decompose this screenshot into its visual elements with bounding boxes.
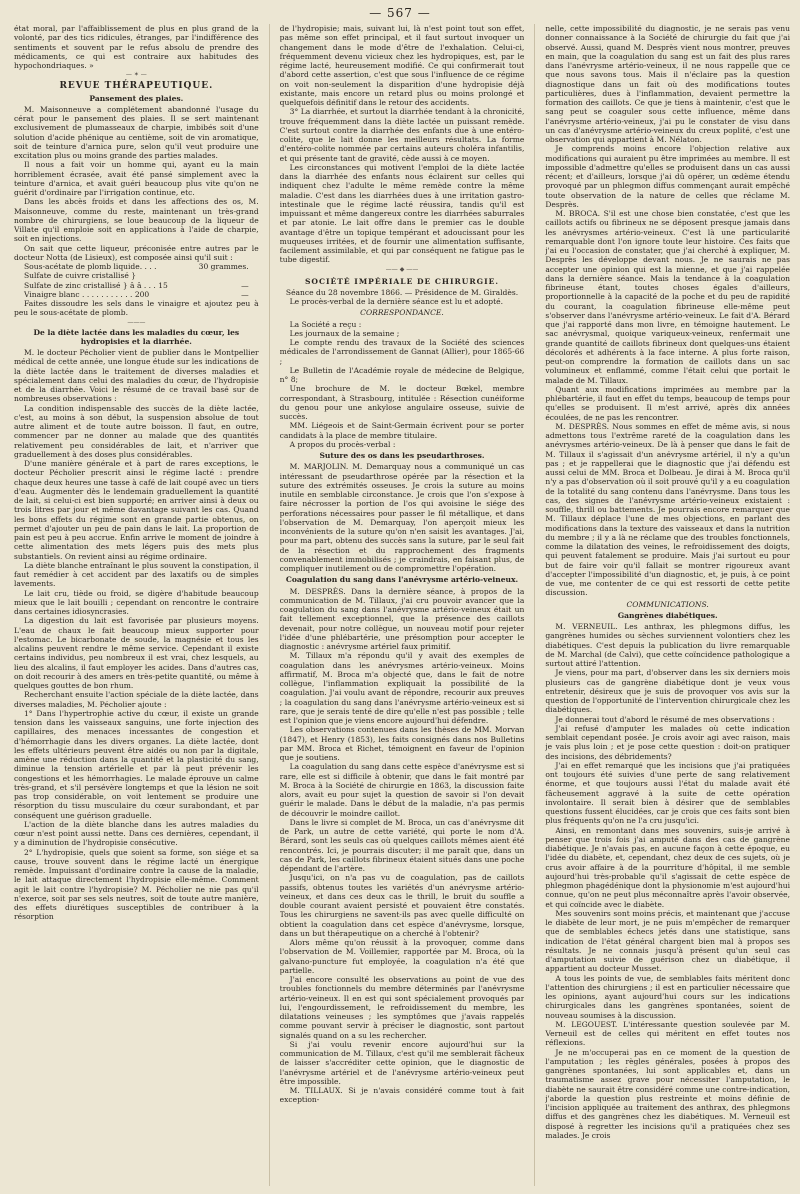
paragraph: La digestion du lait est favorisée par plusieurs moyens. L'eau de chaux le fait beaucoup mieux supporter pour l'estomac. Le bicarbonate de soude, la magnésie et tous les alcalins peuvent rendre le même service. Cependant il existe certains individus, peu nombreux il est vrai, chez lesquels, au lieu des alcalins, il faut employer les acides. Dans d'autres cas, on doit recourir à des amers en très-petite quantité, ou même à quelques gouttes de bon rhum.	[14, 616, 259, 690]
paragraph: Je donnerai tout d'abord le résumé de mes observations :	[555, 714, 775, 724]
column-3	[545, 24, 790, 1186]
paragraph: Les journaux de la semaine ;	[289, 328, 400, 338]
paragraph: Quant aux modifications imprimées au membre par la phlébartérie, il faut en effet du temps, beaucoup de temps pour qu'elles se produisent. Il m'est arrivé, après dix années écoulées, de ne pas les rencontrer.	[545, 384, 791, 422]
subsection-title: COMMUNICATIONS.	[626, 599, 709, 609]
paragraph: 3° La diarrhée, et surtout la diarrhée tendant à la chronicité, trouve fréquemment dans la diète lactée un puissant remède. C'est surtout contre la diarrhée des enfants due à une entéro-colite, que le lait donne les meilleurs résultats. La forme d'entéro-colite nommée par certains auteurs choléra infantilis, et qui présente tant de gravité, cède aussi à ce moyen.	[279, 107, 525, 163]
paragraph: M. Maisonneuve a complétement abandonné l'usage du cérat pour le pansement des plaies. Il se sert maintenant exclusivement de plumasseaux de charpie, imbibés soit d'une solution d'acide phénique au centième, soit de vin aromatique, soit de teinture d'arnica pure, selon qu'il veut produire une excitation plus ou moins grande des parties malades.	[14, 104, 259, 160]
recipe-row: Sulfate de cuivre cristallisé }	[24, 271, 137, 281]
paragraph: Alors même qu'on réussit à la provoquer, comme dans l'observation de M. Voillemier, rapportée par M. Broca, où la galvano-puncture fut employée, la coagulation n'a été que partielle.	[279, 938, 525, 975]
section-title: REVUE THÉRAPEUTIQUE.	[59, 81, 214, 92]
paragraph: 2° L'hydropisie, quels que soient sa forme, son siége et sa cause, trouve souvent dans le régime lacté un énergique remède. Impuissant d'ordinaire contre la cause de la maladie, le lait attaque directement l'hydropisie elle-même. Comment agit le lait contre l'hydropisie? M. Pécholier ne nie pas qu'il n'exerce, soit par ses sels neutres, soit de toute autre manière, des effets diurétiques susceptibles de contribuer à la résorption	[14, 847, 259, 922]
paragraph: La Société a reçu :	[289, 319, 362, 329]
paragraph: Faites dissoudre les sels dans le vinaigre et ajoutez peu à peu le sous-acétate de plomb.	[14, 299, 259, 318]
paragraph: M. DESPRÈS. Dans la dernière séance, à propos de la communication de M. Tillaux, j'ai cru pouvoir avancer que la coagulation du sang dans l'anévrysme artério-veineux était un fait tellement exceptionnel, que la présence des caillots devenait, pour notre collègue, un nouveau motif pour rejeter l'idée d'une phlébartérie, une présomption pour accepter le diagnostic : anévrysme artériel faux primitif.	[279, 586, 525, 651]
subsection-title: Pansement des plaies.	[89, 93, 184, 103]
paragraph: Mes souvenirs sont moins précis, et maintenant que j'accuse le diabète de leur mort, je ne puis m'empêcher de remarquer que de semblables échecs jetés dans une statistique, sans indication de l'état général chargent bien mal à propos ses résultats. Je ne connais jusqu'à présent qu'un seul cas d'amputation suivie de guérison chez un diabétique, il appartient au docteur Musset.	[545, 908, 791, 974]
paragraph: Ainsi, en remontant dans mes souvenirs, suis-je arrivé à penser que trois fois j'ai amputé dans des cas de gangrène diabétique. Je n'avais pas, en aucune façon à cette époque, eu l'idée du diabète, et, cependant, chez deux de ces sujets, où je crus avoir affaire à de la pourriture d'hôpital, il me semble aujourd'hui très-probable qu'il s'agissait de cette espèce de phlegmon phagédénique dont la physionomie m'est aujourd'hui connue, qu'on ne peut plus méconnaître après l'avoir observée, et qui coïncide avec le diabète.	[545, 825, 791, 909]
paragraph: M. LEGOUEST. L'intéressante question soulevée par M. Verneuil est de celles qui méritent en effet toutes nos réflexions.	[545, 1019, 791, 1048]
paragraph: D'une manière générale et à part de rares exceptions, le docteur Pécholier prescrit ainsi le régime lacté : prendre chaque deux heures une tasse à café de lait coupé avec un tiers d'eau. Augmenter dès le lendemain graduellement la quantité de lait, si celui-ci est bien supporté; en arriver ainsi à deux ou trois litres par jour et même davantage suivant les cas. Quand les bons effets du régime sont en grande partie obtenus, on permet d'ajouter un peu de pain dans le lait. La proportion de pain est peu à peu accrue. Enfin arrive le moment de joindre à cette alimentation des mets légers puis des mets plus substantiels. On revient ainsi au régime ordinaire.	[14, 459, 259, 561]
paragraph: Dans le livre si complet de M. Broca, un cas d'anévrysme dit de Park, un autre de cette variété, qui porte le nom d'A. Bérard, sont les seuls cas où quelques caillots mêmes aient été rencontrés. Ici, je pourrais discuter; il me paraît que, dans un cas de Park, les caillots fibrineux étaient situés dans une poche dépendant de l'artère.	[279, 817, 525, 873]
paragraph: Le procès-verbal de la dernière séance est lu et adopté.	[289, 297, 503, 306]
divider: ———	[127, 318, 146, 326]
paragraph: La condition indispensable des succès de la diète lactée, c'est, au moins à son début, la suspension absolue de tout autre aliment et de toute autre boisson. Il faut, en outre, commencer par ne donner au malade que des quantités relativement peu considérables de lait, et n'arriver que graduellement à des doses plus considérables.	[14, 403, 259, 459]
subsection-title: CORRESPONDANCE.	[360, 308, 444, 318]
session-line: Séance du 28 novembre 1866. — Présidence de M. Giraldès.	[285, 287, 519, 297]
paragraph: Je viens, pour ma part, d'observer dans les six derniers mois plusieurs cas de gangrène diabétique dont je veux vous entretenir, désireux que je suis de provoquer vos avis sur la question de l'opportunité de l'intervention chirurgicale chez les diabétiques.	[545, 668, 791, 715]
column-1	[14, 24, 259, 1186]
paragraph: Je ne m'occuperai pas en ce moment de la question de l'amputation ; les règles générales, posées à propos des gangrènes spontanées, lui sont applicables et, dans un traumatisme assez grave pour nécessiter l'amputation, le diabète ne saurait être considéré comme une contre-indication, j'aborde la question plus restreinte et moins définie de l'incision appliquée au traitement des anthrax, des phlegmons diffus et des gangrènes chez les diabétiques. M. Verneuil est disposé à regretter les incisions qu'il a pratiquées chez ses malades. Je crois	[545, 1047, 791, 1140]
paragraph: M. le docteur Pécholier vient de publier dans le Montpellier médical de cette année, une longue étude sur les indications de la diète lactée dans le traitement de diverses maladies et spécialement dans celui des maladies du cœur, de l'hydropisie et de la diarrhée. Voici le résumé de ce travail basé sur de nombreuses observations :	[14, 348, 259, 404]
society-title: SOCIÉTÉ IMPÉRIALE DE CHIRURGIE.	[304, 276, 500, 286]
paragraph: Le Bulletin de l'Académie royale de médecine de Belgique, n° 8;	[279, 365, 525, 384]
paragraph: Le compte rendu des travaux de la Société des sciences médicales de l'arrondissement de Gannat (Allier), pour 1865-66 ;	[279, 338, 525, 366]
recipe-row: Vinaigre blanc . . . . . . . . . . . 200 —	[24, 289, 249, 299]
paragraph: Je comprends moins encore l'objection relative aux modifications qui auraient pu être imprimées au membre. Il est impossible d'admettre qu'elles se produisent dans un cas aussi récent; et d'ailleurs, lorsque j'ai dû opérer, un œdème étendu provoqué par un phlegmon diffus commençant aurait empêché toute observation de la nature de celles que réclame M. Desprès.	[545, 144, 791, 209]
paragraph: A tous les points de vue, de semblables faits méritent donc l'attention des chirurgiens ; il est en particulier nécessaire que les opinions, ayant aujourd'hui cours sur les indications chirurgicales dans les gangrènes spontanées, soient de nouveau soumises à la discussion.	[545, 973, 791, 1020]
column-rule	[534, 24, 535, 1186]
paragraph: nelle, cette impossibilité du diagnostic, je ne serais pas venu donner connaissance à la Société de chirurgie du fait que j'ai observé. Aussi, quand M. Desprès vient nous montrer, preuves en main, que la coagulation du sang est un fait des plus rares dans l'anévrysme artério-veineux, il ne nous rappelle que ce que nous savons tous. Mais il n'éclaire pas la question diagnostique dans un fait où des modifications toutes particulières, dues à l'inflammation, devaient permettre la formation des caillots. Ce que je tiens à maintenir, c'est que le sang peut se coaguler sous cette influence, même dans l'anévrysme artério-veineux, j'ai pu le constater de visu dans un cas d'anévrysme artério-veineux du creux poplité, c'est une observation qui appartient à M. Nélaton.	[545, 24, 791, 144]
paragraph: On sait que cette liqueur, préconisée entre autres par le docteur Notta (de Lisieux), est composée ainsi qu'il suit :	[14, 243, 259, 262]
recipe-row: Sulfate de zinc cristallisé } â â . . . 15 —	[24, 280, 249, 290]
text-columns	[14, 24, 790, 1186]
paragraph: La coagulation du sang dans cette espèce d'anévrysme est si rare, elle est si difficile à obtenir, que dans le fait montré par M. Broca à la Société de chirurgie en 1863, la discussion faite alors, avait eu pour sujet la question de savoir si l'on devait guérir le malade. Dans le début de la maladie, n'a pas permis de découvrir le moindre caillot.	[279, 762, 525, 818]
subsection-title: De la diète lactée dans les maladies du cœur, les hydropisies et la diarrhée.	[33, 327, 240, 346]
divider: — ✶ —	[125, 71, 147, 79]
paragraph: M. BROCA. S'il est une chose bien constatée, c'est que les caillots actifs ou fibrineux ne se déposent presque jamais dans les anévrysmes artério-veineux. C'est là une particularité remarquable dont l'on ignore toute leur histoire. Ces faits que j'ai eu l'occasion de constater, que j'ai cherché à expliquer, M. Desprès les développe devant nous. Je ne saurais ne pas accepter une opinion qui est la mienne, et que j'ai rappelée dans la dernière séance. Mais la tendance à la coagulation fibrineuse étant, toutes choses égales d'ailleurs, proportionnelle à la capacité de la poche et du peu de rapidité du courant, la coagulation fibrineuse elle-même peut s'observer dans l'anévrysme artério-veineux. Le fait d'A. Bérard que j'ai rapporté dans mon livre, en témoigne hautement. Le sac anévrysmal, quoique variqueux-veineux, renfermait une grande quantité de caillots fibrineux dont quelques-uns étaient décolorés et adhérents à la face interne. A plus forte raison, peut-on comprendre la formation de caillots dans un sac volumineux et enflammé, comme l'était celui que portait le malade de M. Tillaux.	[545, 209, 791, 385]
paragraph: J'ai en effet remarqué que les incisions que j'ai pratiquées ont toujours été suivies d'une perte de sang relativement énorme, et que toujours aussi l'état du malade avait été fâcheusement aggravé à la suite de cette opération involontaire. Il serait bien à désirer que de semblables questions fussent élucidées, car je crois que ces faits sont bien plus fréquents qu'on ne l'a cru jusqu'ici.	[545, 760, 791, 826]
paragraph: MM. Liégeois et de Saint-Germain écrivent pour se porter candidats à la place de membre titulaire.	[279, 421, 525, 440]
intro-paragraph: état moral, par l'affaiblissement de plus en plus grand de la volonté, par des tics ridicules, étranges, par l'indifférence des sentiments et souvent par le refus absolu de prendre des médicaments, ce qui est contraire aux habitudes des hypochondriaques. »	[14, 24, 259, 70]
paragraph: Le lait cru, tiède ou froid, se digère d'habitude beaucoup mieux que le lait bouilli ; cependant on rencontre le contraire dans certaines idiosyncrasies.	[14, 588, 259, 616]
paragraph: La diète blanche entraînant le plus souvent la constipation, il faut remédier à cet accident par des laxatifs ou de simples lavements.	[14, 560, 259, 589]
column-2	[280, 24, 525, 1186]
paragraph: Si j'ai voulu revenir encore aujourd'hui sur la communication de M. Tillaux, c'est qu'il me semblerait fâcheux de laisser s'accréditer cette opinion, que le diagnostic de l'anévrysme artériel et de l'anévrysme artério-veineux peut être impossible.	[279, 1039, 525, 1086]
paragraph: M. MARJOLIN. M. Demarquay nous a communiqué un cas intéressant de pseudarthrose opérée par la résection et la suture des extrémités osseuses. Je crois la suture au moins inutile en semblable circonstance. Je crois que l'on s'expose à faire nécrosser la portion de l'os qui avoisine le siége des perforations nécessaires pour passer le fil métallique, et dans l'observation de M. Demarquay, l'on aperçoit mieux les inconvénients de la suture qu'on n'en saisit les avantages. J'ai, pour ma part, obtenu des succès sans la suture, par le seul fait de la résection et du rapprochement des fragments convenablement immobilisés ; je craindrais, en faisant plus, de compliquer inutilement ou de compromettre l'opération.	[279, 462, 525, 573]
recipe-row: Sous-acétate de plomb liquide. . . . 30 grammes.	[24, 262, 249, 271]
paragraph: 1° Dans l'hypertrophie active du cœur, il existe un grande tension dans les vaisseaux sanguins, une forte injection des capillaires, des menaces incessantes de congestion et d'hémorrhagie dans les divers organes. La diète lactée, dont les effets ultérieurs peuvent être aidés ou non par la digitale, amène une réduction dans la quantité et la plasticité du sang, diminue la tension artérielle et par là peut prévenir les congestions et les hémorrhagies. Le malade éprouve un calme très-grand, et s'il persévère longtemps et que la lésion ne soit pas trop considérable, on voit lentement se produire une résorption du tissu musculaire du cœur surabondant, et par conséquent une guérison graduelle.	[14, 708, 259, 820]
paragraph: M. Tillaux m'a répondu qu'il y avait des exemples de coagulation dans les anévrysmes artério-veineux. Moins affirmatif, M. Broca m'a objecté que, dans le fait de notre collègue, l'inflammation expliquait la possibilité de la coagulation. J'ai voulu avant de répondre, recourir aux preuves ; la coagulation du sang dans l'anévrysme artério-veineux est si rare, que je serais tenté de dire qu'elle n'est pas possible ; telle est l'opinion que je viens encore aujourd'hui défendre.	[279, 651, 525, 725]
paragraph: Une brochure de M. le docteur Bœkel, membre correspondant, à Strasbourg, intitulée : Résection cunéiforme du genou pour une ankylose angulaire osseuse, suivie de succès.	[279, 384, 525, 421]
paragraph: A propos du procès-verbal :	[289, 439, 396, 449]
paragraph: M. DESPRÈS. Nous sommes en effet de même avis, si nous admettons tous l'extrême rareté de la coagulation dans les anévrysmes artério-veineux. De là à penser que dans le fait de M. Tillaux il s'agissait d'un anévrysme artériel, il n'y a qu'un pas ; et je rappellerai que le diagnostic que j'ai défendu est aussi celui de MM. Broca et Dolbeau. Je dirai à M. Broca qu'il n'y a pas d'observation où il soit prouvé qu'il y a eu coagulation de la totalité du sang contenu dans l'anévrysme. Dans tous les cas, des signes de l'anévrysme artério-veineux existaient : souffle, thrill ou battements. Je pourrais encore remarquer que M. Tillaux déplace l'une de mes objections, en parlant des modifications dans la texture des vaisseaux et dans la nutrition du membre ; il y a là ne réclame que des troubles fonctionnels, comme la dilatation des veines, le refroidissement des doigts, qui peuvent fatalement se produire. Mais j'ai surtout eu pour but de faire voir qu'il fallait se montrer rigoureux avant d'accepter l'impossibilité d'un diagnostic, et, je puis, à ce point de vue, me contenter de ce qui est ressorti de cette petite discussion.	[545, 421, 791, 598]
subsection-title: Coagulation du sang dans l'anévrysme artério-veineux.	[285, 575, 519, 585]
paragraph: Dans les abcès froids et dans les affections des os, M. Maisonneuve, comme du reste, maintenant un très-grand nombre de chirurgiens, se loue beaucoup de la liqueur de Villate qu'il emploie soit en applications à l'aide de charpie, soit en injections.	[14, 197, 259, 244]
paragraph: Jusqu'ici, on n'a pas vu de coagulation, pas de caillots passifs, obtenus toutes les variétés d'un anévrysme artério-veineux, et dans ces deux cas le thrill, le bruit du souffle a double courant avaient persisté et pouvaient être constatés. Tous les chirurgiens ne savent-ils pas avec quelle difficulté on obtient la coagulation dans cet espèce d'anévrysme, lorsque, dans un but thérapeutique on a cherché à l'obtenir?	[279, 873, 525, 938]
paragraph: de l'hydropisie; mais, suivant lui, là n'est point tout son effet, pas même son effet principal, et il faut surtout invoquer un changement dans le mode d'être de l'exhalation. Celui-ci, fréquemment devenu vicieux chez les hydropiques, est, par le régime lacté, heureusement modifié. Ce qui confirmerait tout d'abord cette assertion, c'est que sous l'influence de ce régime on voit non-seulement la disparition d'une hydropisie déjà existante, mais encore un retard plus ou moins prolongé et quelquefois définitif dans le retour des accidents.	[279, 24, 525, 107]
page-number: — 567 —	[369, 6, 431, 20]
paragraph: Les circonstances qui motivent l'emploi de la diète lactée dans la diarrhée des enfants nous éclairent sur celles qui indiquent chez l'adulte le même remède contre la même maladie. C'est dans les diarrhées dues à une irritation gastro-intestinale que le régime lacté réussira, tandis qu'il est impuissant et même dangereux contre les diarrhées saburrales et par atonie. Le lait offre dans le premier cas le double avantage d'être un topique tempérant et adoucissant pour les muqueuses irritées, et de fournir une alimentation suffisante, facilement assimilable, et qui par conséquent ne fatigue pas le tube digestif.	[279, 162, 525, 265]
column-rule	[269, 24, 270, 1186]
paragraph: Les observations contenues dans les thèses de MM. Morvan (1847), et Henry (1853), les faits consignés dans nos Bulletins par MM. Broca et Richet, témoignent en faveur de l'opinion que je soutiens.	[279, 725, 525, 762]
subsection-title: Suture des os dans les pseudarthroses.	[319, 451, 485, 460]
paragraph: J'ai refusé d'amputer les malades où cette indication semblait cependant posée. Je crois avoir agi avec raison, mais je vais plus loin ; et je pose cette question : doit-on pratiquer des incisions, des débridements?	[545, 723, 791, 761]
paragraph: L'action de la diète blanche dans les autres maladies du cœur n'est point aussi nette. Dans ces dernières, cependant, il y a diminution de l'hydropisie consécutive.	[14, 819, 259, 848]
subsection-title: Gangrènes diabétiques.	[617, 610, 718, 620]
paragraph: M. VERNEUIL. Les anthrax, les phlegmons diffus, les gangrènes humides ou sèches surviennent volontiers chez les diabétiques. C'est depuis la publication du livre remarquable de M. Marchal (de Calvi), que cette coïncidence pathologique a surtout attiré l'attention.	[545, 622, 791, 668]
paragraph: J'ai encore consulté les observations au point de vue des troubles fonctionnels du membre déterminés par l'anévrysme artério-veineux. Il en est qui sont spécialement provoqués par lui, l'engourdissement, le refroidissement du membre, les dilatations veineuses ; les symptômes que j'avais rappelés comme pouvant servir à préciser le diagnostic, sont partout signalés quand on a su les rechercher.	[279, 975, 525, 1040]
paragraph: Recherchant ensuite l'action spéciale de la diète lactée, dans diverses maladies, M. Pécholier ajoute :	[14, 690, 259, 709]
recipe-table	[14, 262, 259, 299]
divider: —— ◆ ——	[385, 265, 419, 273]
paragraph: Il nous a fait voir un homme qui, ayant eu la main horriblement écrasée, avait été pansé simplement avec la teinture d'arnica, et avait guéri beaucoup plus vite qu'on ne guérit d'ordinaire par l'irrigation continue, etc.	[14, 160, 259, 197]
paragraph: M. TILLAUX. Si je n'avais considéré comme tout à fait exception-	[279, 1086, 525, 1105]
